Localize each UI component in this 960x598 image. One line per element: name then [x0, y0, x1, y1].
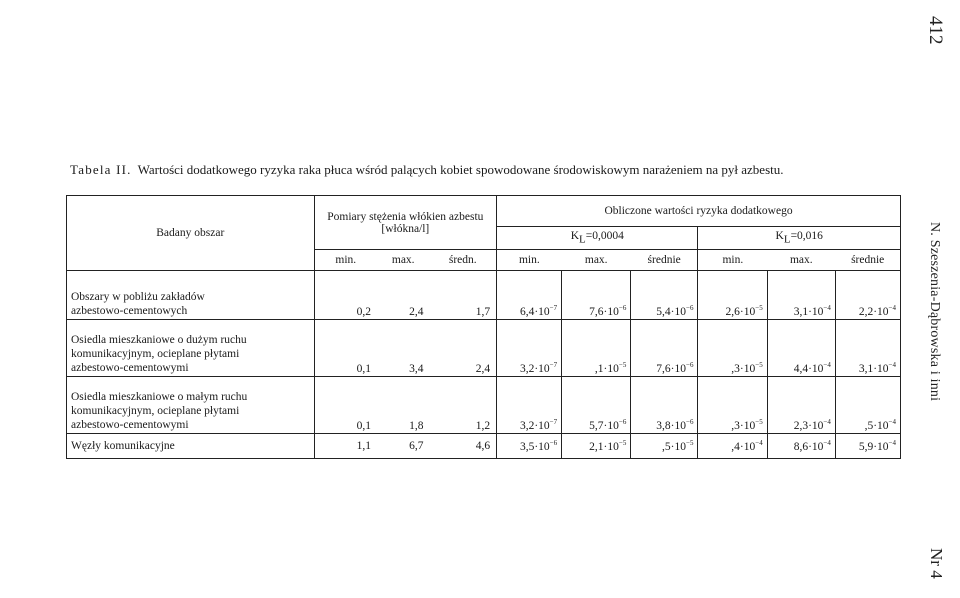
- cell-mean: 4,6: [429, 434, 496, 459]
- cell-k1-max: $5,7\cdot 10^{-6}$: [562, 377, 631, 434]
- cell-k2-max: $3,1\cdot 10^{-4}$: [767, 271, 835, 320]
- cell-min: 0,1: [314, 320, 377, 377]
- cell-min: 0,2: [314, 271, 377, 320]
- cell-k2-mean: $2,2\cdot 10^{-4}$: [835, 271, 900, 320]
- header-area: Badany obszar: [67, 196, 315, 271]
- cell-k1-min: $3,2\cdot 10^{-7}$: [497, 377, 562, 434]
- col-k1-min: min.: [497, 250, 562, 271]
- cell-mean: 2,4: [429, 320, 496, 377]
- cell-k1-min: $3,5\cdot 10^{-6}$: [497, 434, 562, 459]
- cell-max: 3,4: [377, 320, 429, 377]
- caption-label: Tabela II.: [70, 162, 132, 177]
- col-k1-max: max.: [562, 250, 631, 271]
- cell-k2-min: $,3\cdot 10^{-5}$: [698, 320, 767, 377]
- issue-number: Nr 4: [927, 548, 946, 579]
- cell-k2-mean: $5,9\cdot 10^{-4}$: [835, 434, 900, 459]
- col-k2-max: max.: [767, 250, 835, 271]
- col-k2-min: min.: [698, 250, 767, 271]
- cell-max: 1,8: [377, 377, 429, 434]
- cell-k2-mean: $3,1\cdot 10^{-4}$: [835, 320, 900, 377]
- cell-max: 2,4: [377, 271, 429, 320]
- cell-k2-min: $,4\cdot 10^{-4}$: [698, 434, 767, 459]
- cell-k1-mean: $7,6\cdot 10^{-6}$: [631, 320, 698, 377]
- row-area: Obszary w pobliżu zakładów azbestowo-cementowych: [67, 271, 315, 320]
- cell-k2-max: $8,6\cdot 10^{-4}$: [767, 434, 835, 459]
- table-row: [67, 434, 901, 459]
- table-row: [67, 320, 901, 377]
- cell-min: 1,1: [314, 434, 377, 459]
- header-k1: $K_L=0,0004$: [497, 227, 698, 250]
- cell-k1-max: $,1\cdot 10^{-5}$: [562, 320, 631, 377]
- cell-k1-max: $2,1\cdot 10^{-5}$: [562, 434, 631, 459]
- caption-text: Wartości dodatkowego ryzyka raka płuca wśród palących kobiet spowodowane środowiskowym narażeniem na pył azbestu.: [137, 162, 784, 177]
- header-calculated: Obliczone wartości ryzyka dodatkowego: [497, 196, 901, 227]
- cell-k1-max: $7,6\cdot 10^{-6}$: [562, 271, 631, 320]
- cell-k2-mean: $,5\cdot 10^{-4}$: [835, 377, 900, 434]
- row-area: Osiedla mieszkaniowe o dużym ruchu komunikacyjnym, ocieplane płytami azbestowo-cementowymi: [67, 320, 315, 377]
- cell-max: 6,7: [377, 434, 429, 459]
- col-min: min.: [314, 250, 377, 271]
- table-row: [67, 377, 901, 434]
- cell-k2-min: $,3\cdot 10^{-5}$: [698, 377, 767, 434]
- cell-k2-max: $4,4\cdot 10^{-4}$: [767, 320, 835, 377]
- table-caption: [70, 162, 784, 178]
- cell-k1-mean: $,5\cdot 10^{-5}$: [631, 434, 698, 459]
- cell-mean: 1,2: [429, 377, 496, 434]
- header-k2: $K_L=0,016$: [698, 227, 901, 250]
- risk-table: [66, 195, 901, 459]
- row-area: Osiedla mieszkaniowe o małym ruchu komunikacyjnym, ocieplane płytami azbestowo-cementowymi: [67, 377, 315, 434]
- row-area: Węzły komunikacyjne: [67, 434, 315, 459]
- cell-k1-min: $6,4\cdot 10^{-7}$: [497, 271, 562, 320]
- cell-k2-min: $2,6\cdot 10^{-5}$: [698, 271, 767, 320]
- col-k2-mean: średnie: [835, 250, 900, 271]
- cell-k2-max: $2,3\cdot 10^{-4}$: [767, 377, 835, 434]
- running-head: N. Szeszenia-Dąbrowska i inni: [927, 222, 942, 402]
- cell-k1-mean: $3,8\cdot 10^{-6}$: [631, 377, 698, 434]
- col-mean: średn.: [429, 250, 496, 271]
- cell-k1-mean: $5,4\cdot 10^{-6}$: [631, 271, 698, 320]
- cell-mean: 1,7: [429, 271, 496, 320]
- col-max: max.: [377, 250, 429, 271]
- cell-min: 0,1: [314, 377, 377, 434]
- header-measurements: Pomiary stężenia włókien azbestu [włókna/l]: [314, 196, 497, 250]
- table-row: [67, 271, 901, 320]
- col-k1-mean: średnie: [631, 250, 698, 271]
- cell-k1-min: $3,2\cdot 10^{-7}$: [497, 320, 562, 377]
- page-number: 412: [925, 16, 946, 45]
